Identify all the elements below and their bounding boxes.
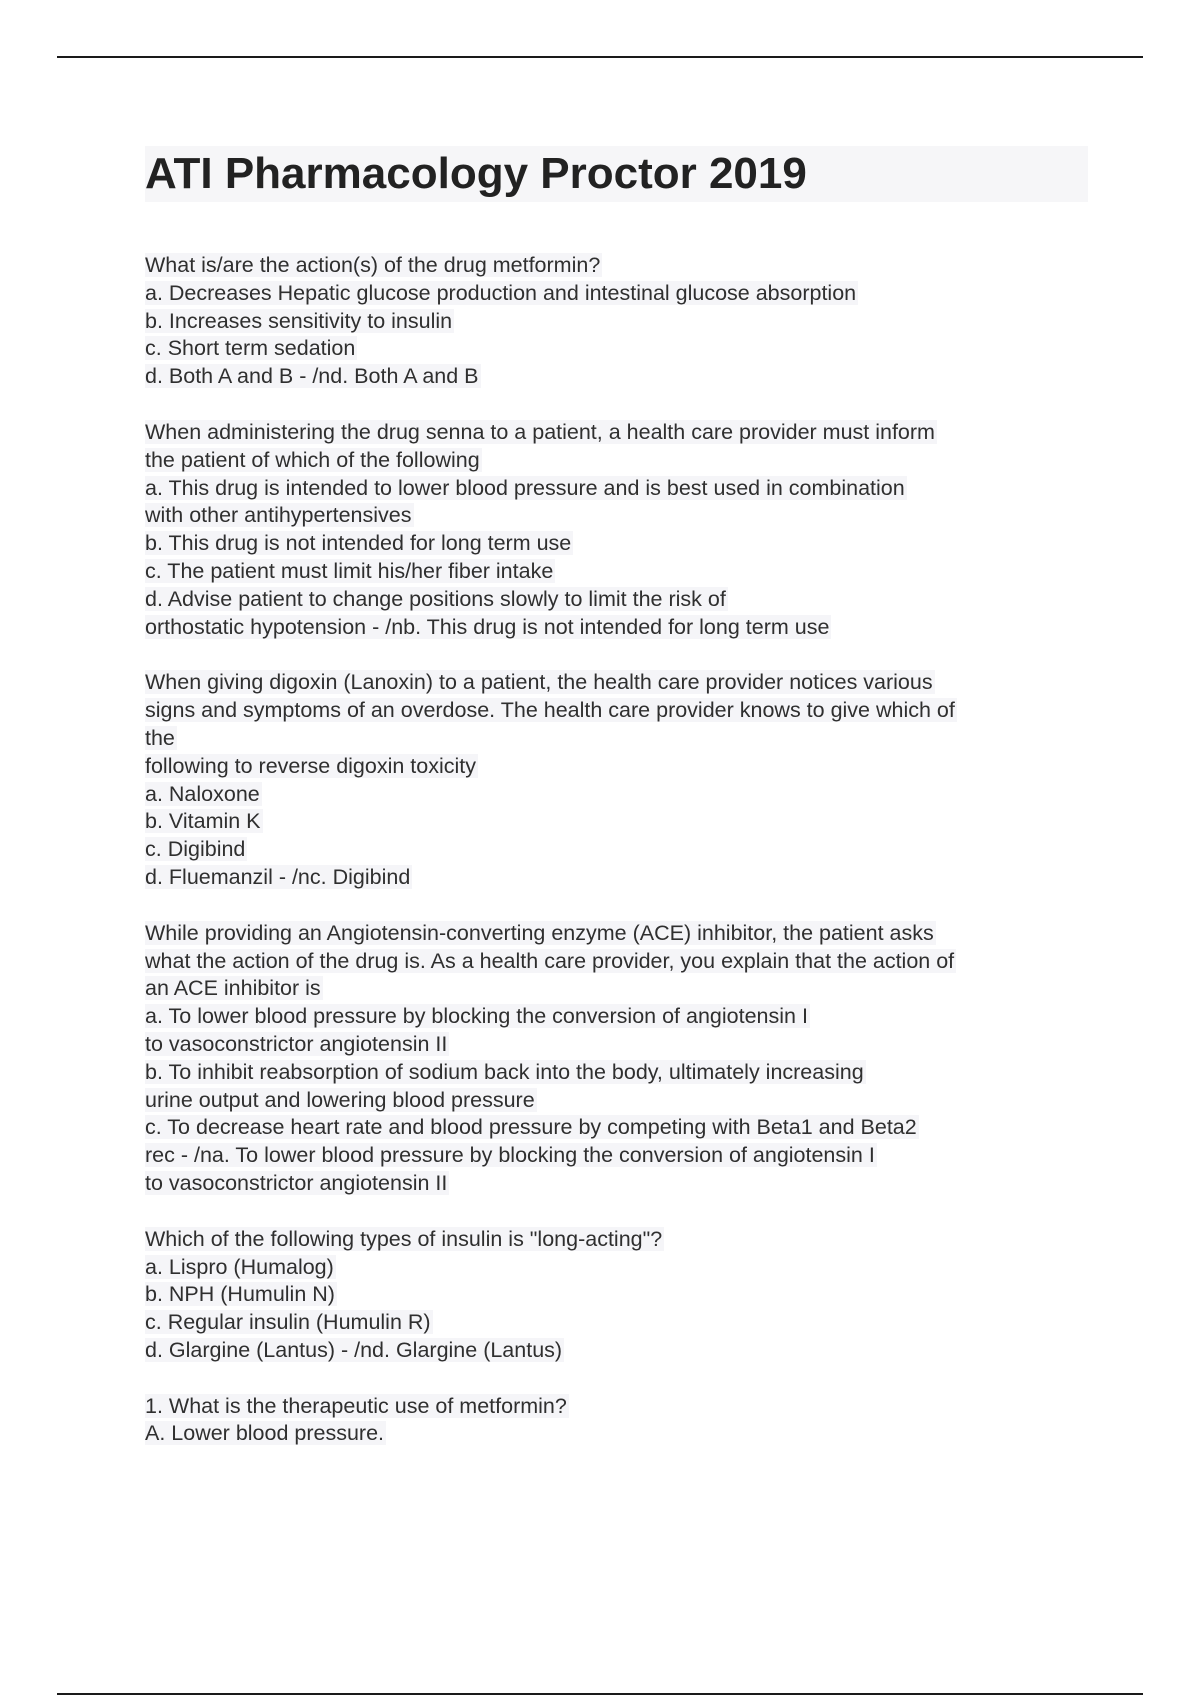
line-text: to vasoconstrictor angiotensin II bbox=[145, 1170, 448, 1195]
line-text: a. Lispro (Humalog) bbox=[145, 1254, 334, 1279]
question-line bbox=[145, 753, 1105, 781]
question-line bbox=[145, 558, 1105, 586]
line-text: following to reverse digoxin toxicity bbox=[145, 753, 477, 778]
question-block bbox=[145, 419, 1105, 641]
line-text: b. NPH (Humulin N) bbox=[145, 1282, 335, 1307]
line-text: 1. What is the therapeutic use of metformin? bbox=[145, 1393, 567, 1418]
line-text: Which of the following types of insulin is "long-acting"? bbox=[145, 1226, 663, 1251]
question-text bbox=[145, 252, 1105, 280]
line-text: d. Advise patient to change positions slowly to limit the risk of bbox=[145, 586, 726, 611]
line-text: b. This drug is not intended for long term use bbox=[145, 531, 572, 556]
line-text: d. Both A and B - /nd. Both A and B bbox=[145, 364, 479, 389]
line-text: While providing an Angiotensin-converting enzyme (ACE) inhibitor, the patient asks bbox=[145, 920, 934, 945]
top-rule bbox=[57, 56, 1143, 58]
question-block bbox=[145, 669, 1105, 891]
question-line bbox=[145, 975, 1105, 1003]
line-text: c. Short term sedation bbox=[145, 336, 356, 361]
line-text: signs and symptoms of an overdose. The health care provider knows to give which of bbox=[145, 698, 955, 723]
line-text: c. Digibind bbox=[145, 837, 246, 862]
question-block bbox=[145, 252, 1105, 391]
bottom-rule bbox=[57, 1693, 1143, 1695]
question-line bbox=[145, 1420, 1105, 1448]
question-line bbox=[145, 1059, 1105, 1087]
question-line bbox=[145, 725, 1105, 753]
question-line bbox=[145, 808, 1105, 836]
question-line bbox=[145, 475, 1105, 503]
question-line bbox=[145, 1087, 1105, 1115]
question-line bbox=[145, 363, 1105, 391]
question-line bbox=[145, 836, 1105, 864]
question-text bbox=[145, 920, 1105, 948]
question-line bbox=[145, 1337, 1105, 1365]
line-text: orthostatic hypotension - /nb. This drug is not intended for long term use bbox=[145, 614, 830, 639]
line-text: c. The patient must limit his/her fiber intake bbox=[145, 558, 554, 583]
line-text: a. To lower blood pressure by blocking the conversion of angiotensin I bbox=[145, 1004, 808, 1029]
question-line bbox=[145, 1003, 1105, 1031]
line-text: When giving digoxin (Lanoxin) to a patient, the health care provider notices various bbox=[145, 670, 933, 695]
page-title: ATI Pharmacology Proctor 2019 bbox=[145, 149, 807, 198]
line-text: urine output and lowering blood pressure bbox=[145, 1087, 535, 1112]
line-text: c. To decrease heart rate and blood pressure by competing with Beta1 and Beta2 bbox=[145, 1115, 917, 1140]
line-text: b. Increases sensitivity to insulin bbox=[145, 308, 453, 333]
line-text: b. To inhibit reabsorption of sodium back into the body, ultimately increasing bbox=[145, 1059, 864, 1084]
line-text: c. Regular insulin (Humulin R) bbox=[145, 1310, 431, 1335]
question-line bbox=[145, 586, 1105, 614]
question-block bbox=[145, 1226, 1105, 1365]
line-text: to vasoconstrictor angiotensin II bbox=[145, 1031, 448, 1056]
question-line bbox=[145, 1114, 1105, 1142]
document-body bbox=[145, 252, 1105, 1476]
question-line bbox=[145, 447, 1105, 475]
line-text: d. Fluemanzil - /nc. Digibind bbox=[145, 864, 411, 889]
line-text: the patient of which of the following bbox=[145, 447, 480, 472]
question-text bbox=[145, 669, 1105, 697]
question-text bbox=[145, 1226, 1105, 1254]
question-line bbox=[145, 1281, 1105, 1309]
question-line bbox=[145, 530, 1105, 558]
line-text: the bbox=[145, 725, 175, 750]
question-text bbox=[145, 1393, 1105, 1421]
question-line bbox=[145, 1031, 1105, 1059]
question-line bbox=[145, 280, 1105, 308]
question-block bbox=[145, 1393, 1105, 1449]
question-line bbox=[145, 864, 1105, 892]
question-line bbox=[145, 308, 1105, 336]
question-line bbox=[145, 948, 1105, 976]
question-line bbox=[145, 697, 1105, 725]
question-line bbox=[145, 1170, 1105, 1198]
line-text: a. This drug is intended to lower blood pressure and is best used in combination bbox=[145, 475, 905, 500]
question-line bbox=[145, 614, 1105, 642]
question-block bbox=[145, 920, 1105, 1198]
question-line bbox=[145, 335, 1105, 363]
line-text: rec - /na. To lower blood pressure by blocking the conversion of angiotensin I bbox=[145, 1143, 875, 1168]
line-text: a. Naloxone bbox=[145, 781, 260, 806]
line-text: an ACE inhibitor is bbox=[145, 976, 321, 1001]
line-text: What is/are the action(s) of the drug metformin? bbox=[145, 253, 601, 277]
line-text: A. Lower blood pressure. bbox=[145, 1421, 385, 1446]
question-line bbox=[145, 502, 1105, 530]
line-text: with other antihypertensives bbox=[145, 503, 412, 528]
question-text bbox=[145, 419, 1105, 447]
line-text: what the action of the drug is. As a health care provider, you explain that the action of bbox=[145, 948, 955, 973]
line-text: b. Vitamin K bbox=[145, 809, 261, 834]
line-text: When administering the drug senna to a patient, a health care provider must inform bbox=[145, 419, 935, 444]
line-text: d. Glargine (Lantus) - /nd. Glargine (Lantus) bbox=[145, 1337, 563, 1362]
question-line bbox=[145, 1309, 1105, 1337]
line-text: a. Decreases Hepatic glucose production and intestinal glucose absorption bbox=[145, 280, 857, 305]
question-line bbox=[145, 1254, 1105, 1282]
question-line bbox=[145, 1142, 1105, 1170]
question-line bbox=[145, 781, 1105, 809]
